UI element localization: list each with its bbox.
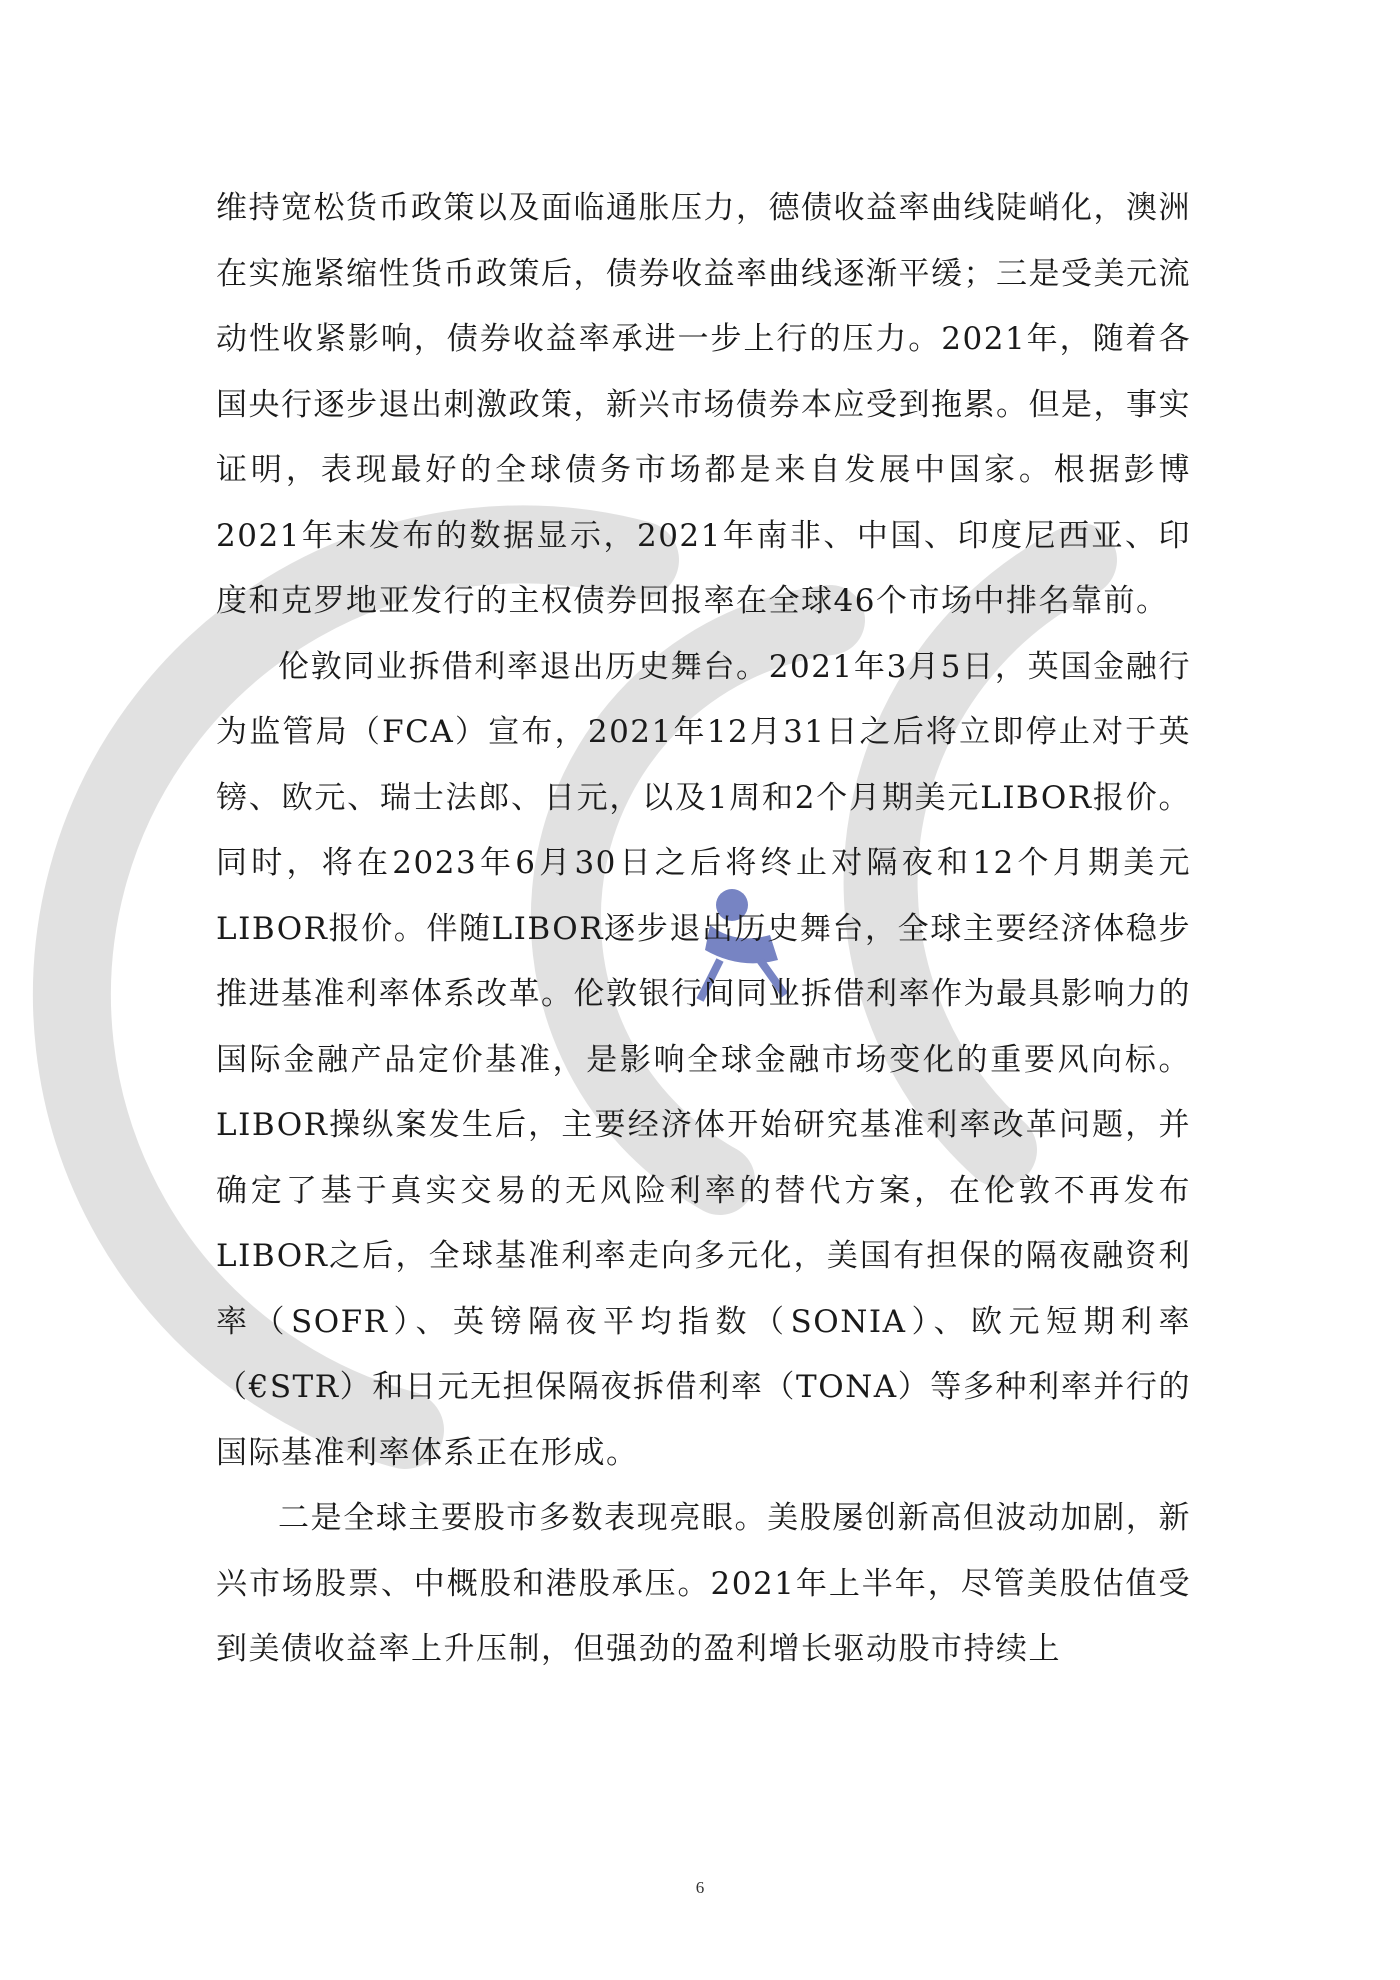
page-number: 6 (695, 1878, 705, 1897)
paragraph-stock-markets: 二是全球主要股市多数表现亮眼。美股屡创新高但波动加剧，新兴市场股票、中概股和港股承压。2021年上半年，尽管美股估值受到美债收益率上升压制，但强劲的盈利增长驱动股市持续上 (216, 1500, 1191, 1667)
paragraph-bond-markets: 维持宽松货币政策以及面临通胀压力，德债收益率曲线陡峭化，澳洲在实施紧缩性货币政策后，债券收益率曲线逐渐平缓；三是受美元流动性收紧影响，债券收益率承进一步上行的压力。2021年，随着各国央行逐步退出刺激政策，新兴市场债券本应受到拖累。但是，事实证明，表现最好的全球债务市场都是来自发展中国家。根据彭博2021年末发布的数据显示，2021年南非、中国、印度尼西亚、印度和克罗地亚发行的主权债券回报率在全球46个市场中排名靠前。 (216, 190, 1191, 619)
paragraph-libor-exit: 伦敦同业拆借利率退出历史舞台。2021年3月5日，英国金融行为监管局（FCA）宣布，2021年12月31日之后将立即停止对于英镑、欧元、瑞士法郎、日元，以及1周和2个月期美元LIBOR报价。同时，将在2023年6月30日之后将终止对隔夜和12个月期美元LIBOR报价。伴随LIBOR逐步退出历史舞台，全球主要经济体稳步推进基准利率体系改革。伦敦银行间同业拆借利率作为最具影响力的国际金融产品定价基准，是影响全球金融市场变化的重要风向标。LIBOR操纵案发生后，主要经济体开始研究基准利率改革问题，并确定了基于真实交易的无风险利率的替代方案，在伦敦不再发布LIBOR之后，全球基准利率走向多元化，美国有担保的隔夜融资利率（SOFR）、英镑隔夜平均指数（SONIA）、欧元短期利率（€STR）和日元无担保隔夜拆借利率（TONA）等多种利率并行的国际基准利率体系正在形成。 (216, 648, 1191, 1471)
document-body (216, 176, 1191, 1683)
